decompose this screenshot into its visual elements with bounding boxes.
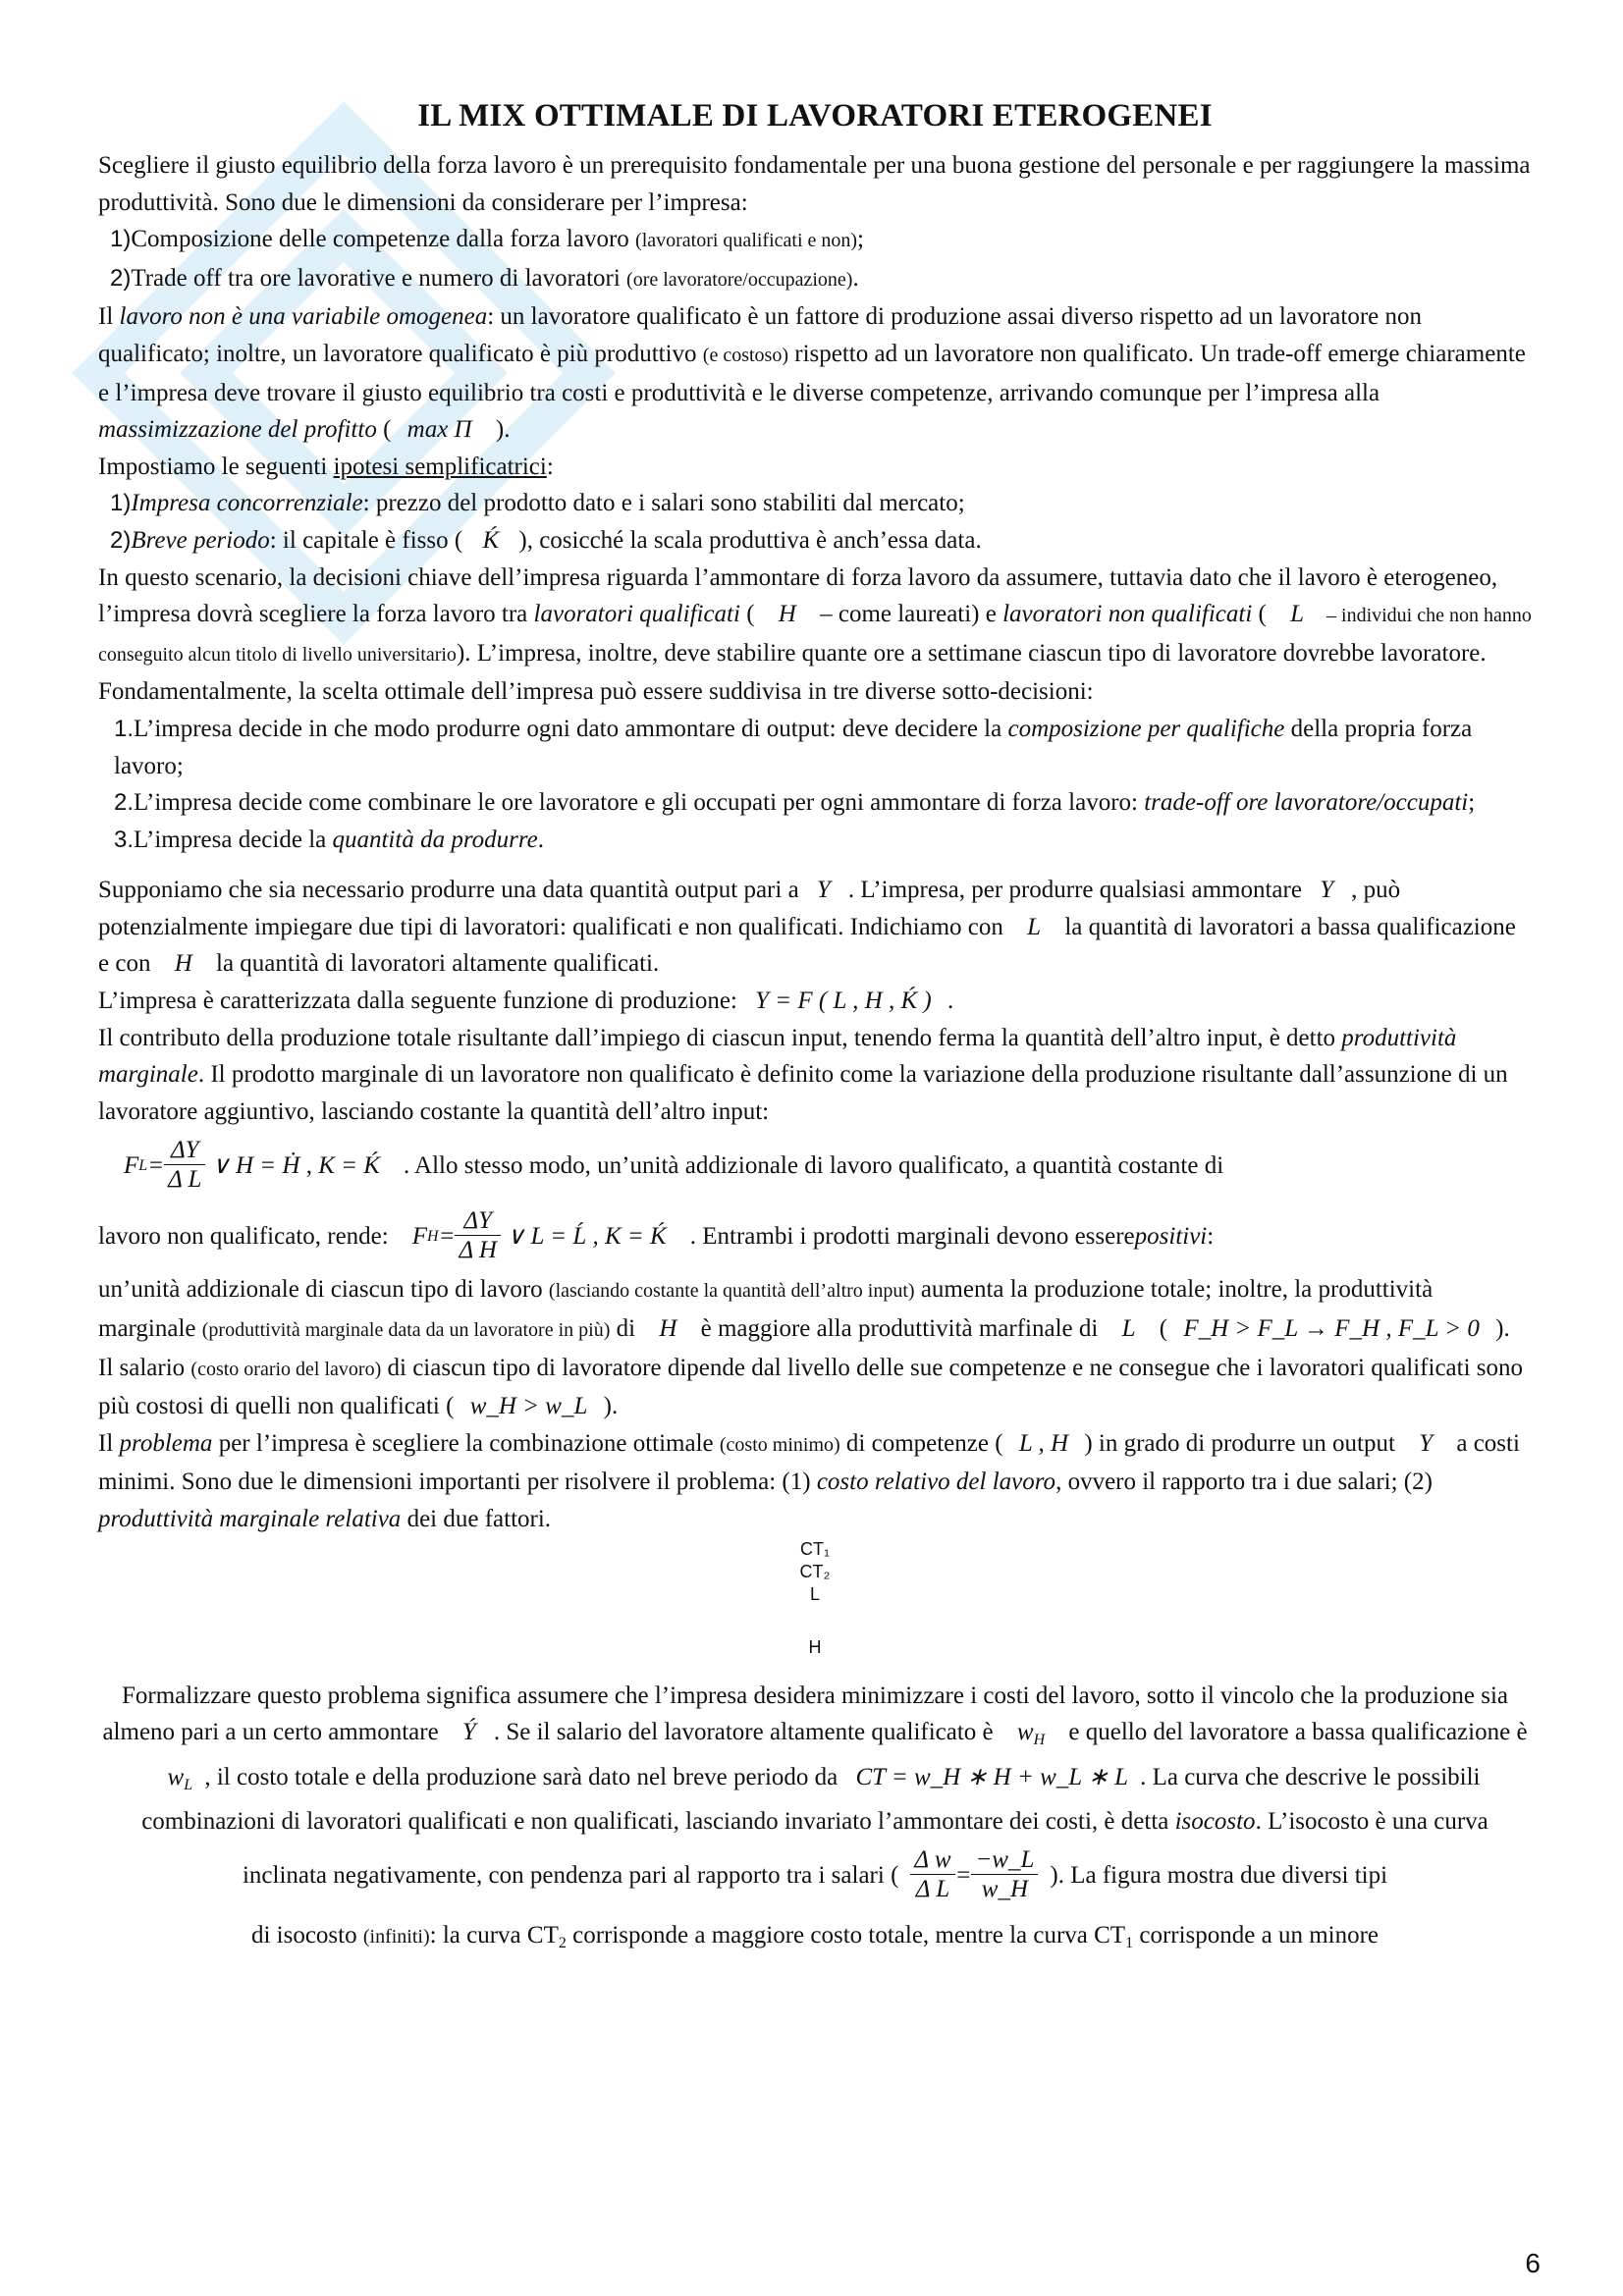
formalization-line-1: Formalizzare questo problema significa assumere che l’impresa desidera minimizzare i costi del lavoro, sotto il vincolo che la produzione sia almeno pari a un certo ammontare Ý . Se il salario del lavoratore altamente qualificato è $w_H$ e quello del lavoratore a bassa qualificazione è $w_L$ , il costo totale e della produzione sarà dato nel breve periodo da CT = w_H ∗ H + w_L ∗ L . La curva che descrive le possibili combinazioni di lavoratori qualificati e non qualificati, lasciando invariato l’ammontare dei costi, è detta isocosto. L’isocosto è una curva xyxy=(102,1682,1528,1836)
figure-label-h: H xyxy=(808,1636,822,1657)
scenario-paragraph: In questo scenario, la decisioni chiave dell’impresa riguarda l’ammontare di forza lavoro da assumere, tuttavia dato che il lavoro è eterogeneo, l’impresa dovrà scegliere la forza lavoro tra lavoratori qualificati ( H – come laureati) e lavoratori non qualificati ( L – individui che non hanno conseguito alcun titolo di livello universitario). L’impresa, inoltre, deve stabilire quante ore a settimane ciascun tipo di lavoratore dovrebbe lavoratore. Fondamentalmente, la scelta ottimale dell’impresa può essere suddivisa in tre diverse sotto-decisioni: xyxy=(98,563,1532,706)
decision-item-1: 1.L’impresa decide in che modo produrre ogni dato ammontare di output: deve decidere la composizione per qualifiche della propria forza lavoro; xyxy=(114,715,1473,779)
marginal-product-low-skill-equation: F L = $\frac{\Delta Y}{\text{Δ L}}$ ∨ H = Ḣ , K = Ḱ . Allo stesso modo, un’unità addizionale di lavoro qualificato, a quantità costante di xyxy=(124,1136,1224,1193)
fraction-delta-y-delta-l: $\frac{\Delta Y}{\text{Δ L}}$ xyxy=(164,1137,205,1195)
dimension-item-2: 2)Trade off tra ore lavorative e numero di lavoratori (ore lavoratore/occupazione). xyxy=(110,264,859,292)
intro-paragraph: Scegliere il giusto equilibrio della forza lavoro è un prerequisito fondamentale per una buona gestione del personale e per raggiungere la massima produttività. Sono due le dimensioni da considerare per l’impresa: xyxy=(98,152,1531,216)
decision-item-2: 2.L’impresa decide come combinare le ore lavoratore e gli occupati per ogni ammontare di forza lavoro: trade-off ore lavoratore/occupati; xyxy=(114,789,1476,817)
isocost-figure-placeholder xyxy=(98,1538,1532,1666)
positive-marginal-paragraph: un’unità addizionale di ciascun tipo di lavoro (lasciando costante la quantità dell’altro input) aumenta la produzione totale; inoltre, la produttività marginale (produttività marginale data da un lavoratore in più) di H è maggiore alla produttività marfinale di L ( F_H > F_L → F_H , F_L > 0 ). xyxy=(98,1276,1510,1343)
marginal-paragraph: Il contributo della produzione totale risultante dall’impiego di ciascun input, tenendo ferma la quantità dell’altro input, è detto produttività marginale. Il prodotto marginale di un lavoratore non qualificato è definito come la variazione della produzione risultante dall’assunzione di un lavoratore aggiuntivo, lasciando costante la quantità dell’altro input: xyxy=(98,1024,1508,1125)
formalization-line-last: di isocosto (infiniti): la curva $CT_2$ corrisponde a maggiore costo totale, mentre la curva $CT_1$ corrisponde a un minore xyxy=(250,1921,1380,1951)
fraction-delta-w-delta-l: $\frac{\text{Δ w}}{\text{Δ L}}$ xyxy=(910,1846,954,1904)
heterogeneity-paragraph: Il lavoro non è una variabile omogenea: un lavoratore qualificato è un fattore di produzione assai diverso rispetto ad un lavoratore non qualificato; inoltre, un lavoratore qualificato è più produttivo (e costoso) rispetto ad un lavoratore non qualificato. Un trade-off emerge chiaramente e l’impresa deve trovare il giusto equilibrio tra costi e produttività e le diverse competenze, arrivando comunque per l’impresa alla massimizzazione del profitto ( max Π ). xyxy=(98,303,1526,444)
fraction-wage-ratio: $\frac{-w\_L}{w\_H}$ xyxy=(971,1846,1038,1904)
hypothesis-item-2: 2)Breve periodo: il capitale è fisso ( Ḱ ), cosicché la scala produttiva è anch’essa data. xyxy=(110,526,982,554)
page-number: 6 xyxy=(1525,2248,1541,2278)
marginal-product-high-skill-line: lavoro non qualificato, rende: F H = $\frac{\Delta Y}{\text{Δ H}}$ ∨ L = Ĺ , K = Ḱ . Entrambi i prodotti marginali devono essere positivi : xyxy=(98,1206,1215,1263)
figure-label-ct1: CT₁ xyxy=(799,1538,831,1559)
fraction-delta-y-delta-h: $\frac{\Delta Y}{\text{Δ H}}$ xyxy=(455,1207,501,1265)
isocost-slope-line: inclinata negativamente, con pendenza pari al rapporto tra i salari ( $\frac{\text{Δ w}}{\text{Δ L}}$ = $\frac{-w\_L}{w\_H}$ ). La figura mostra due diversi tipi xyxy=(242,1846,1388,1903)
decisions-list xyxy=(98,711,1532,858)
formalization-block xyxy=(98,1678,1532,1962)
dimension-item-1: 1)Composizione delle competenze dalla forza lavoro (lavoratori qualificati e non); xyxy=(110,226,864,253)
decision-item-3: 3.L’impresa decide la quantità da produrre. xyxy=(114,826,544,853)
document-page xyxy=(98,94,1532,1962)
page-title: IL MIX OTTIMALE DI LAVORATORI ETEROGENEI xyxy=(417,98,1213,133)
production-function-line: L’impresa è caratterizzata dalla seguente funzione di produzione: Y = F ( L , H , Ḱ ) . xyxy=(98,988,954,1015)
hypotheses-heading: Impostiamo le seguenti ipotesi semplificatrici: xyxy=(98,453,554,480)
production-paragraph: Supponiamo che sia necessario produrre una data quantità output pari a Y . L’impresa, per produrre qualsiasi ammontare Y , può potenzialmente impiegare due tipi di lavoratori: qualificati e non qualificati. Indichiamo con L la quantità di lavoratori a bassa qualificazione e con H la quantità di lavoratori altamente qualificati. xyxy=(98,877,1516,978)
problem-paragraph: Il problema per l’impresa è scegliere la combinazione ottimale (costo minimo) di competenze ( L , H ) in grado di produrre un output Y a costi minimi. Sono due le dimensioni importanti per risolvere il problema: (1) costo relativo del lavoro, ovvero il rapporto tra i due salari; (2) produttività marginale relativa dei due fattori. xyxy=(98,1429,1520,1532)
hypothesis-item-1: 1)Impresa concorrenziale: prezzo del prodotto dato e i salari sono stabiliti dal mercato; xyxy=(110,490,965,517)
wage-paragraph: Il salario (costo orario del lavoro) di ciascun tipo di lavoratore dipende dal livello delle sue competenze e ne consegue che i lavoratori qualificati sono più costosi di quelli non qualificati ( w_H > w_L ). xyxy=(98,1354,1524,1420)
figure-label-ct2: CT₂ xyxy=(799,1561,831,1581)
figure-label-l: L xyxy=(809,1583,820,1604)
